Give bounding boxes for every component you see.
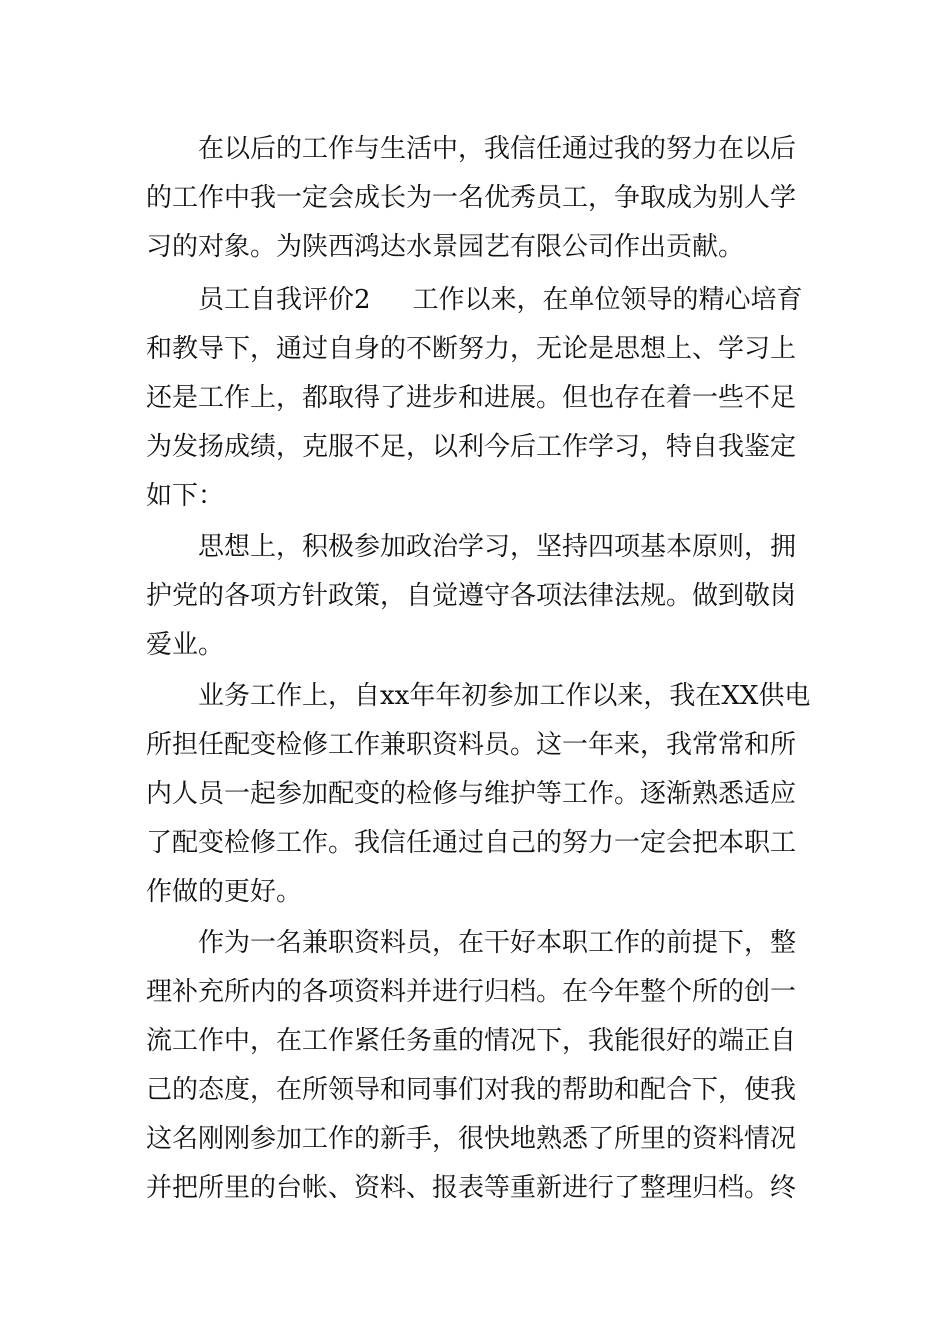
text-line: 内人员一起参加配变的检修与维护等工作。逐渐熟悉适应 <box>146 779 797 809</box>
section-heading: 员工自我评价2 <box>198 285 371 315</box>
text-line: 在以后的工作与生活中，我信任通过我的努力在以后 <box>198 134 797 164</box>
text-line: 所担任配变检修工作兼职资料员。这一年来，我常常和所 <box>146 730 797 760</box>
text-line: 流工作中，在工作紧任务重的情况下，我能很好的端正自 <box>146 1026 797 1056</box>
text-line: 和教导下，通过自身的不断努力，无论是思想上、学习上 <box>146 334 797 364</box>
text-line: 思想上，积极参加政治学习，坚持四项基本原则，拥 <box>198 532 797 562</box>
section-heading-line <box>198 282 803 318</box>
text-line: 己的态度，在所领导和同事们对我的帮助和配合下，使我 <box>146 1075 797 1105</box>
text-line: 并把所里的台帐、资料、报表等重新进行了整理归档。终 <box>146 1173 797 1203</box>
text-line: 爱业。 <box>146 630 225 660</box>
text-line: 护党的各项方针政策，自觉遵守各项法律法规。做到敬岗 <box>146 581 797 611</box>
text-line: 这名刚刚参加工作的新手，很快地熟悉了所里的资料情况 <box>146 1124 797 1154</box>
text-line: 还是工作上，都取得了进步和进展。但也存在着一些不足 <box>146 383 797 413</box>
text-line: 业务工作上，自xx年年初参加工作以来，我在XX供电 <box>198 681 811 711</box>
text-line: 的工作中我一定会成长为一名优秀员工，争取成为别人学 <box>146 183 797 213</box>
text-line: 习的对象。为陕西鸿达水景园艺有限公司作出贡献。 <box>146 232 745 262</box>
text-line: 理补充所内的各项资料并进行归档。在今年整个所的创一 <box>146 977 797 1007</box>
text-line: 作做的更好。 <box>146 877 303 907</box>
text-line: 作为一名兼职资料员，在干好本职工作的前提下，整 <box>198 928 797 958</box>
text-line: 为发扬成绩，克服不足，以利今后工作学习，特自我鉴定 <box>146 432 797 462</box>
text-line: 了配变检修工作。我信任通过自己的努力一定会把本职工 <box>146 828 797 858</box>
text-line: 如下： <box>146 481 225 511</box>
text-line: 工作以来，在单位领导的精心培育 <box>412 285 803 315</box>
